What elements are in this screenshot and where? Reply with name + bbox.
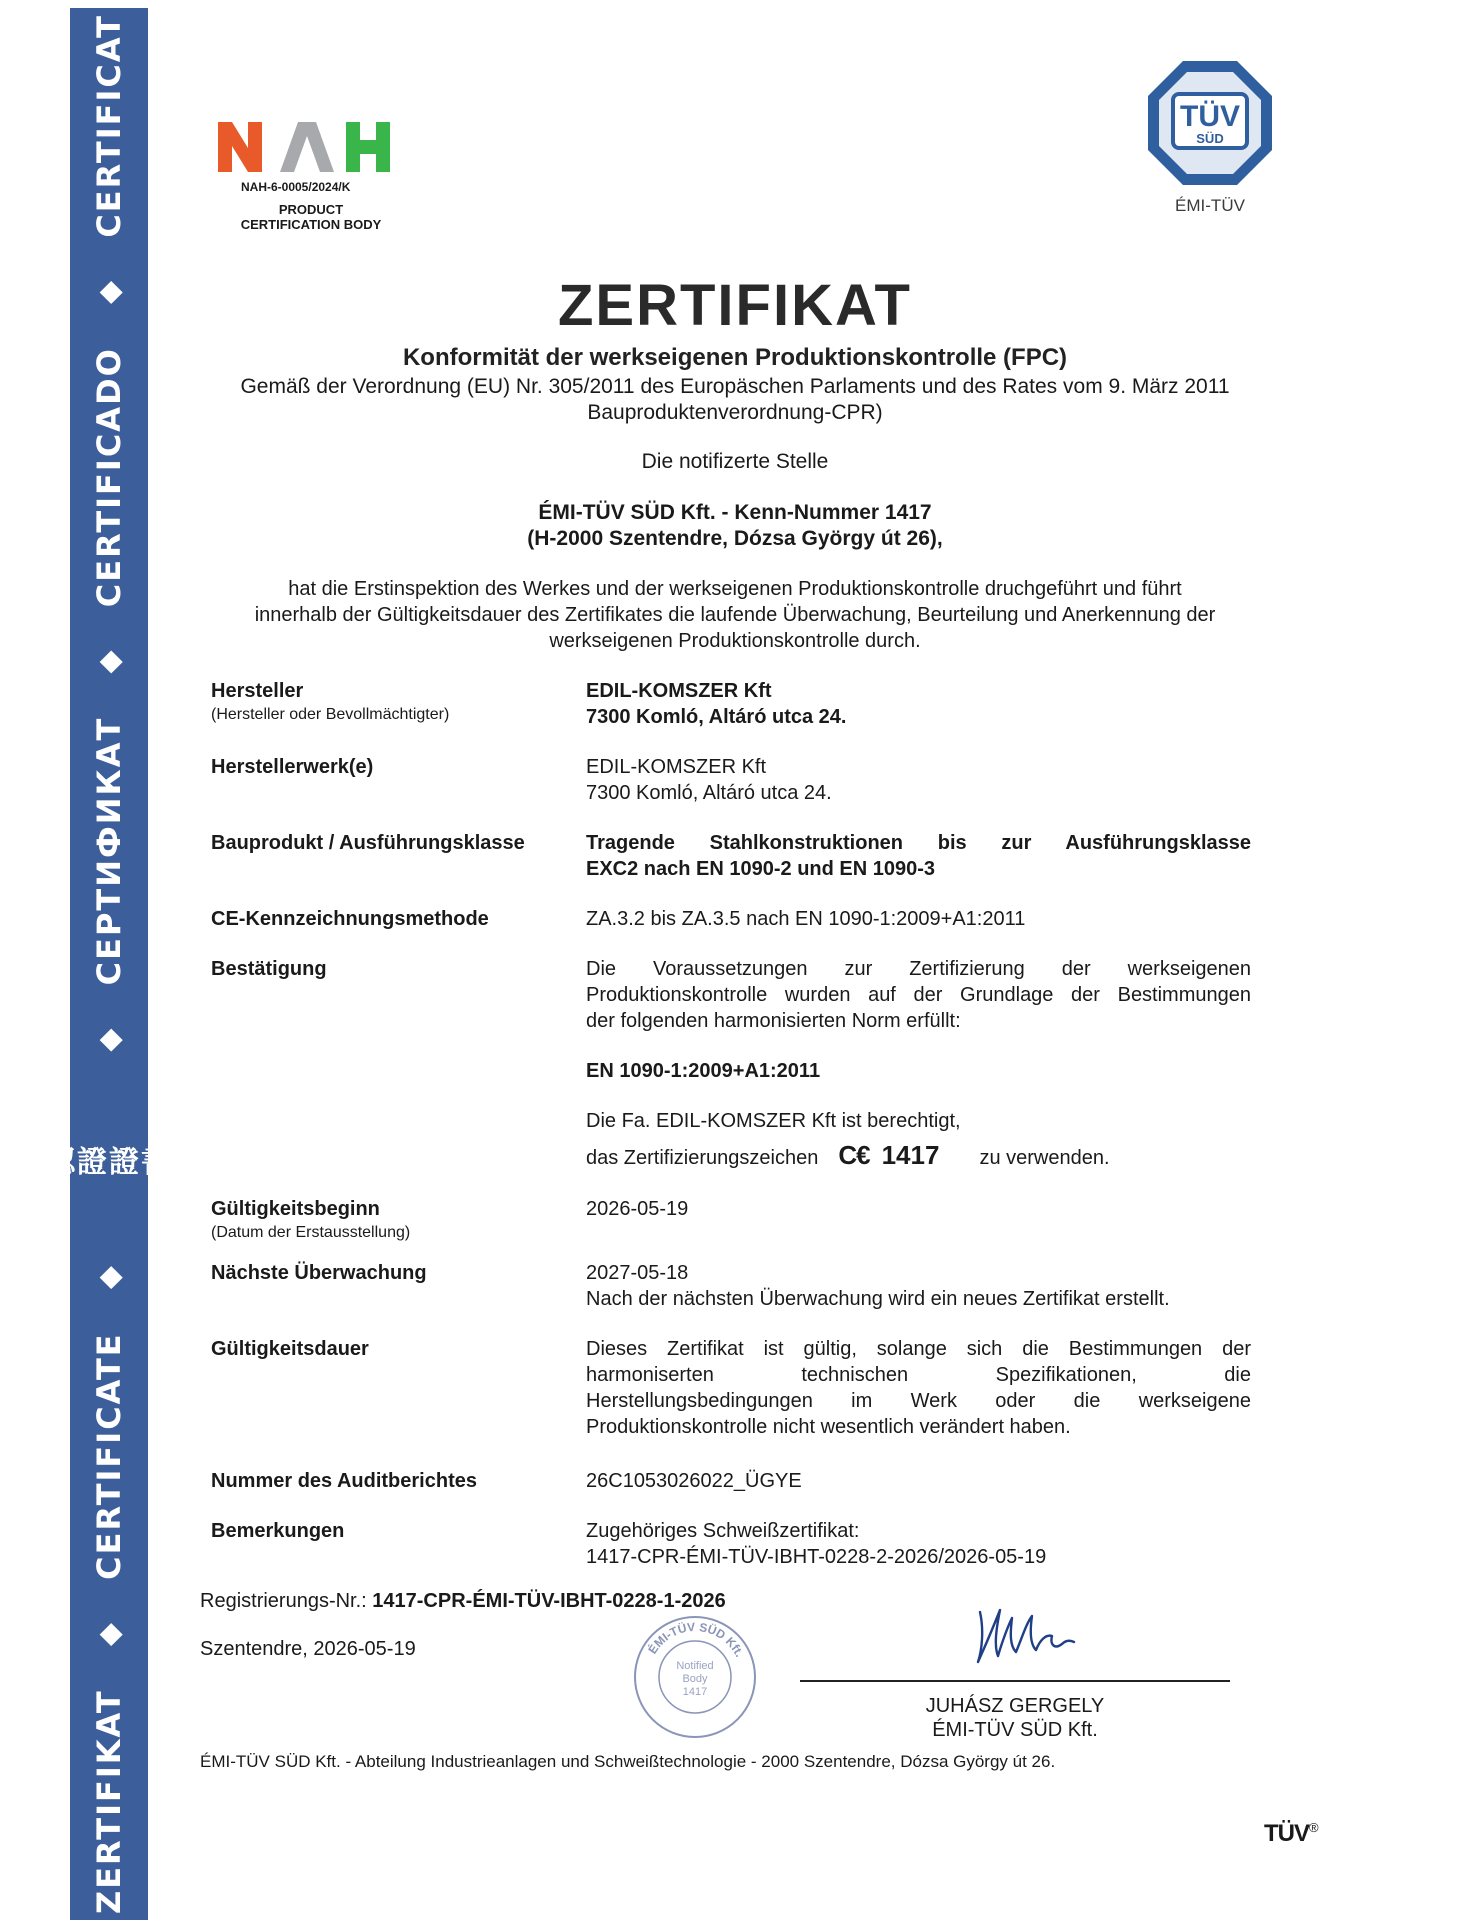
signatory-block bbox=[800, 1694, 1230, 1742]
stamp-center-line1: Notified bbox=[676, 1660, 714, 1672]
bemerkungen-label: Bemerkungen bbox=[211, 1520, 345, 1542]
herstellerwerk-value bbox=[586, 754, 1251, 806]
place-date: Szentendre, 2026-05-19 bbox=[200, 1638, 416, 1660]
band-label-zertifikat: ZERTIFIKAT bbox=[90, 1689, 128, 1914]
document-subtitle: Konformität der werkseigenen Produktionskontrolle (FPC) bbox=[402, 344, 1068, 371]
diamond-icon: ◆ bbox=[91, 1028, 127, 1052]
hersteller-value bbox=[586, 678, 1251, 730]
statement-line1: hat die Erstinspektion des Werkes und der werkseigenen Produktionskontrolle druchgeführt und führt bbox=[288, 578, 1182, 600]
nah-accreditation-id: NAH-6-0005/2024/K bbox=[241, 180, 351, 194]
regulation-text bbox=[200, 374, 1270, 426]
nah-body-label bbox=[226, 202, 396, 232]
band-label-chinese: 認證證書 bbox=[45, 1144, 173, 1180]
tuv-trademark bbox=[1264, 1820, 1318, 1848]
notified-body-heading: Die notifizerte Stelle bbox=[641, 450, 829, 473]
nah-body-line1: PRODUCT bbox=[278, 202, 344, 217]
naechste-note: Nach der nächsten Überwachung wird ein neues Zertifikat erstellt. bbox=[586, 1288, 1170, 1310]
tuv-logo-subtext: SÜD bbox=[1196, 131, 1224, 146]
werk-line2: 7300 Komló, Altáró utca 24. bbox=[586, 782, 832, 804]
bestaetigung-line1: Die Voraussetzungen zur Zertifizierung der werkseigenen bbox=[586, 958, 1251, 980]
nah-logo bbox=[218, 122, 390, 172]
stamp-center-line2: Body bbox=[682, 1673, 708, 1685]
regulation-line2: Bauproduktenverordnung-CPR) bbox=[587, 401, 883, 424]
bauprodukt-label: Bauprodukt / Ausführungsklasse bbox=[211, 832, 525, 854]
tuv-caption: ÉMI-TÜV bbox=[1175, 196, 1245, 215]
dauer-line4: Produktionskontrolle nicht wesentlich verändert haben. bbox=[586, 1416, 1071, 1438]
stamp-center-line3: 1417 bbox=[682, 1686, 708, 1698]
bestaetigung-line3: der folgenden harmonisierten Norm erfüllt: bbox=[586, 1010, 961, 1032]
diamond-icon: ◆ bbox=[91, 1623, 127, 1647]
registration-label: Registrierungs-Nr.: bbox=[200, 1590, 373, 1612]
certification-mark-line bbox=[586, 1142, 1251, 1171]
dauer-line2: harmoniserten technischen Spezifikationen, die bbox=[586, 1364, 1251, 1386]
bauprodukt-value bbox=[586, 830, 1251, 882]
tuv-logo-text: TÜV bbox=[1180, 100, 1240, 133]
ce-mark-icon: C€ bbox=[838, 1140, 870, 1170]
auditbericht-label: Nummer des Auditberichtes bbox=[211, 1470, 477, 1492]
bestaetigung-line2: Produktionskontrolle wurden auf der Grundlage der Bestimmungen bbox=[586, 984, 1251, 1006]
band-label-certificate: CERTIFICATE bbox=[90, 1332, 128, 1580]
signature bbox=[970, 1600, 1080, 1670]
hersteller-sublabel: (Hersteller oder Bevollmächtigter) bbox=[211, 706, 450, 723]
gueltigkeitsdauer-label: Gültigkeitsdauer bbox=[211, 1338, 369, 1360]
hersteller-line1: EDIL-KOMSZER Kft bbox=[586, 680, 772, 702]
document-title: ZERTIFIKAT bbox=[558, 273, 912, 338]
gueltigkeitsbeginn-value: 2026-05-19 bbox=[586, 1198, 689, 1220]
band-label-russian: СЕРТИФИКАТ bbox=[90, 716, 128, 986]
ce-method-label: CE-Kennzeichnungsmethode bbox=[211, 908, 489, 930]
registered-icon: ® bbox=[1309, 1820, 1318, 1835]
naechste-date: 2027-05-18 bbox=[586, 1262, 689, 1284]
notified-body-address: (H-2000 Szentendre, Dózsa György út 26), bbox=[527, 527, 943, 550]
statement-line3: werkseigenen Produktionskontrolle durch. bbox=[549, 630, 921, 652]
diamond-icon: ◆ bbox=[91, 1266, 127, 1290]
herstellerwerk-label: Herstellerwerk(e) bbox=[211, 756, 374, 778]
ce-number: 1417 bbox=[881, 1140, 940, 1170]
werk-line1: EDIL-KOMSZER Kft bbox=[586, 756, 767, 778]
stamp-ring-text: ÉMI-TÜV SÜD Kft. bbox=[645, 1619, 747, 1660]
band-label-french: CERTIFICAT bbox=[90, 14, 128, 238]
tuv-sud-logo bbox=[1145, 58, 1275, 188]
registration-value: 1417-CPR-ÉMI-TÜV-IBHT-0228-1-2026 bbox=[372, 1590, 726, 1612]
statement-line2: innerhalb der Gültigkeitsdauer des Zertifikates die laufende Überwachung, Beurteilung und Anerkennung der bbox=[254, 604, 1216, 626]
naechste-ueberwachung-value bbox=[586, 1260, 1251, 1312]
statement-text bbox=[200, 576, 1270, 654]
signatory-org: ÉMI-TÜV SÜD Kft. bbox=[932, 1719, 1098, 1741]
band-label-spanish: CERTIFICADO bbox=[90, 347, 128, 608]
auditbericht-value: 26C1053026022_ÜGYE bbox=[586, 1470, 802, 1492]
nah-body-line2: CERTIFICATION BODY bbox=[240, 217, 382, 232]
notified-body-name: ÉMI-TÜV SÜD Kft. - Kenn-Nummer 1417 bbox=[538, 501, 932, 524]
gueltigkeitsdauer-value bbox=[586, 1336, 1251, 1440]
diamond-icon: ◆ bbox=[91, 650, 127, 674]
tuv-mark-text: TÜV bbox=[1264, 1820, 1309, 1847]
bemerkungen-value bbox=[586, 1518, 1251, 1570]
hersteller-label: Hersteller bbox=[211, 680, 304, 702]
dauer-line3: Herstellungsbedingungen im Werk oder die werkseigene bbox=[586, 1390, 1251, 1412]
registration-number bbox=[200, 1590, 726, 1613]
notified-body-block bbox=[200, 500, 1270, 552]
notified-body-stamp bbox=[630, 1612, 760, 1742]
zeichen-end: zu verwenden. bbox=[979, 1147, 1110, 1169]
svg-text:ÉMI-TÜV SÜD Kft. bbox=[645, 1620, 747, 1659]
bauprodukt-line2: EXC2 nach EN 1090-2 und EN 1090-3 bbox=[586, 858, 936, 880]
dauer-line1: Dieses Zertifikat ist gültig, solange sich die Bestimmungen der bbox=[586, 1338, 1251, 1360]
regulation-line1: Gemäß der Verordnung (EU) Nr. 305/2011 des Europäschen Parlaments und des Rates vom 9. März 2011 bbox=[240, 375, 1230, 398]
zeichen-text: das Zertifizierungszeichen bbox=[586, 1147, 819, 1169]
signatory-name: JUHÁSZ GERGELY bbox=[925, 1695, 1105, 1717]
bemerkungen-line2: 1417-CPR-ÉMI-TÜV-IBHT-0228-2-2026/2026-05-19 bbox=[586, 1546, 1047, 1568]
bemerkungen-line1: Zugehöriges Schweißzertifikat: bbox=[586, 1520, 860, 1542]
ce-method-value: ZA.3.2 bis ZA.3.5 nach EN 1090-1:2009+A1:2011 bbox=[586, 908, 1026, 930]
bestaetigung-value bbox=[586, 956, 1251, 1034]
norm-value: EN 1090-1:2009+A1:2011 bbox=[586, 1060, 821, 1082]
footer-address: ÉMI-TÜV SÜD Kft. - Abteilung Industrieanlagen und Schweißtechnologie - 2000 Szentendre, Dózsa György út 26. bbox=[200, 1752, 1056, 1771]
berechtigt-text: Die Fa. EDIL-KOMSZER Kft ist berechtigt, bbox=[586, 1110, 961, 1132]
gueltigkeitsbeginn-label: Gültigkeitsbeginn bbox=[211, 1198, 380, 1220]
gueltigkeitsbeginn-sublabel: (Datum der Erstausstellung) bbox=[211, 1224, 411, 1241]
naechste-ueberwachung-label: Nächste Überwachung bbox=[211, 1262, 427, 1284]
hersteller-line2: 7300 Komló, Altáró utca 24. bbox=[586, 706, 847, 728]
diamond-icon: ◆ bbox=[91, 280, 127, 304]
signature-line bbox=[800, 1680, 1230, 1682]
bestaetigung-label: Bestätigung bbox=[211, 958, 327, 980]
bauprodukt-line1: Tragende Stahlkonstruktionen bis zur Ausführungsklasse bbox=[586, 832, 1251, 854]
